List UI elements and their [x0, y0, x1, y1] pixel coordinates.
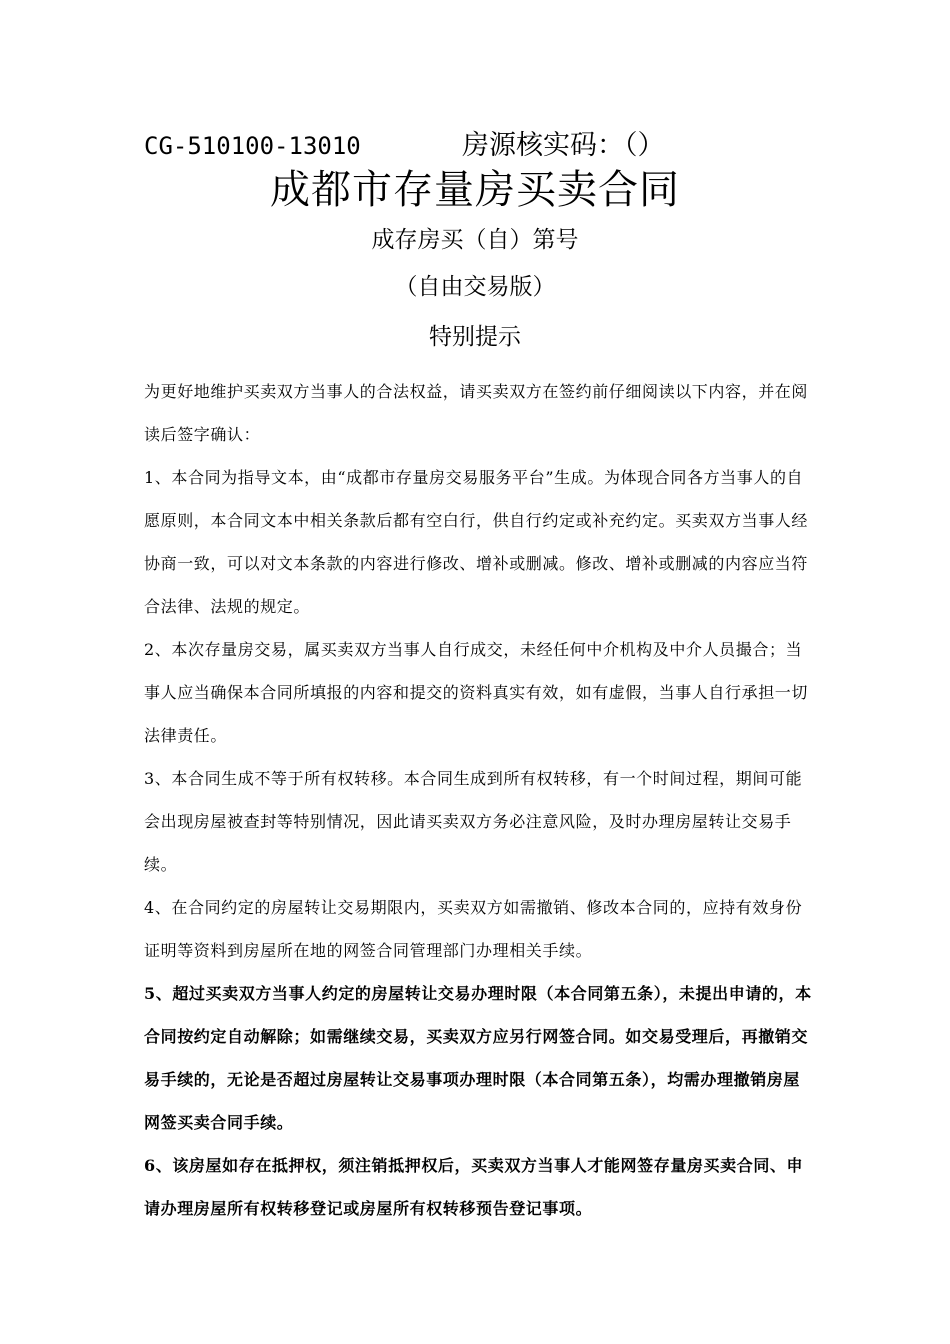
notice-item-2: 2、本次存量房交易，属买卖双方当事人自行成交，未经任何中介机构及中介人员撮合；当事人应当确保本合同所填报的内容和提交的资料真实有效，如有虚假，当事人自行承担一切法律责任。: [144, 640, 809, 745]
notice-intro: 为更好地维护买卖双方当事人的合法权益，请买卖双方在签约前仔细阅读以下内容，并在阅读后签字确认：: [144, 382, 809, 444]
contract-template-code: CG-510100-13010: [144, 132, 361, 160]
contract-title: 成都市存量房买卖合同: [270, 167, 680, 213]
header-line: [144, 128, 844, 164]
property-verification-code: 房源核实码：（）: [462, 130, 665, 161]
notice-item-4: 4、在合同约定的房屋转让交易期限内，买卖双方如需撤销、修改本合同的，应持有效身份证明等资料到房屋所在地的网签合同管理部门办理相关手续。: [144, 898, 803, 960]
notice-item-3: 3、本合同生成不等于所有权转移。本合同生成到所有权转移，有一个时间过程，期间可能会出现房屋被查封等特别情况，因此请买卖双方务必注意风险，及时办理房屋转让交易手续。: [144, 769, 803, 874]
contract-edition: （自由交易版）: [394, 274, 556, 300]
section-heading: 特别提示: [429, 324, 521, 350]
notice-item-1: 1、本合同为指导文本，由“成都市存量房交易服务平台”生成。为体现合同各方当事人的自愿原则，本合同文本中相关条款后都有空白行，供自行约定或补充约定。买卖双方当事人经协商一致，可以对文本条款的内容进行修改、增补或删减。修改、增补或删减的内容应当符合法律、法规的规定。: [144, 468, 809, 616]
contract-number: 成存房买（自）第号: [371, 227, 579, 253]
notice-item-5: 5、超过买卖双方当事人约定的房屋转让交易办理时限（本合同第五条），未提出申请的，本合同按约定自动解除；如需继续交易，买卖双方应另行网签合同。如交易受理后，再撤销交易手续的，无论是否超过房屋转让交易事项办理时限（本合同第五条），均需办理撤销房屋网签买卖合同手续。: [144, 984, 812, 1132]
notice-body: [144, 370, 814, 1230]
notice-item-6: 6、该房屋如存在抵押权，须注销抵押权后，买卖双方当事人才能网签存量房买卖合同、申请办理房屋所有权转移登记或房屋所有权转移预告登记事项。: [144, 1156, 804, 1218]
